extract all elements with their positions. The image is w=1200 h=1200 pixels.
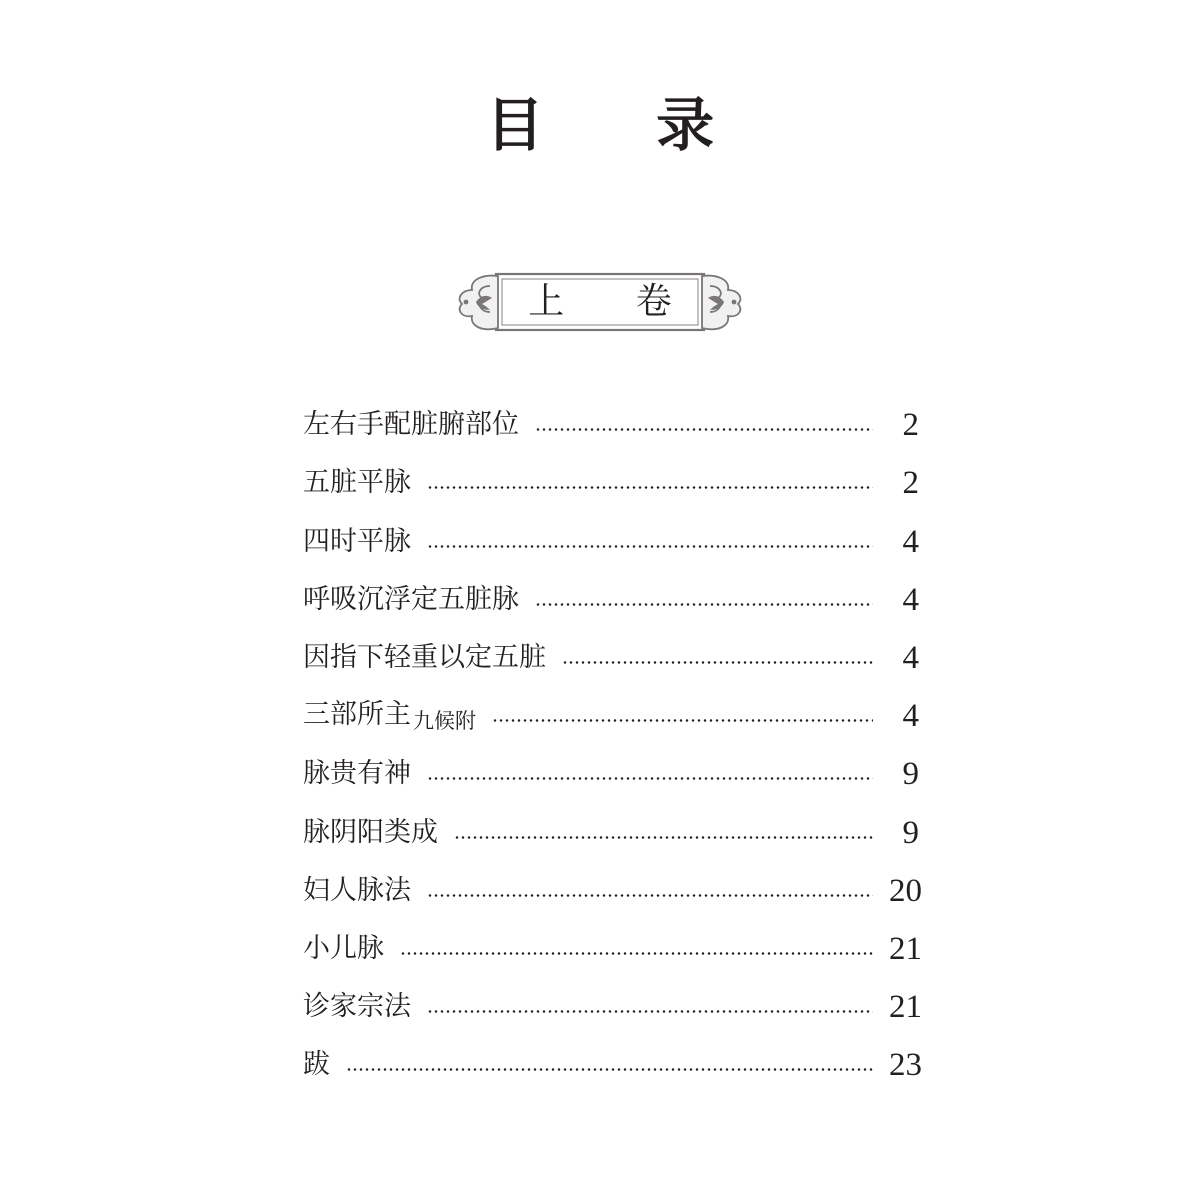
toc-leader-dots (427, 989, 873, 1025)
toc-leader-dots (346, 1047, 873, 1083)
toc-entry[interactable] (303, 967, 922, 1026)
toc-entry-title: 脉阴阳类成 (303, 816, 438, 848)
toc-entry-title: 五脏平脉 (303, 467, 411, 499)
toc-page-number: 4 (902, 581, 919, 618)
toc-page-number: 9 (902, 756, 919, 793)
toc-entry[interactable] (303, 792, 919, 850)
toc-entry-title: 呼吸沉浮定五脏脉 (303, 583, 519, 615)
toc-entry-title: 脉贵有神 (303, 758, 411, 790)
toc-page-number: 9 (902, 814, 919, 851)
toc-page-number: 20 (889, 872, 922, 909)
toc-entry[interactable] (303, 909, 922, 967)
toc-leader-dots (535, 407, 873, 443)
toc-leader-dots (492, 698, 873, 734)
toc-page-number: 4 (902, 639, 919, 676)
toc-entry-title: 三部所主九候附 (303, 699, 476, 734)
toc-leader-dots (427, 524, 873, 560)
toc-entry-title: 跋 (303, 1049, 330, 1081)
toc-page-number: 4 (902, 523, 919, 560)
toc-entry-title: 因指下轻重以定五脏 (303, 641, 546, 673)
toc-leader-dots (427, 873, 873, 909)
toc-entry[interactable] (303, 385, 919, 443)
toc-page-number: 4 (902, 698, 919, 735)
toc-page-number: 2 (902, 407, 919, 444)
toc-entry[interactable] (303, 1025, 922, 1084)
table-of-contents (303, 385, 922, 1084)
toc-entry[interactable] (303, 851, 922, 909)
toc-page-number: 21 (889, 989, 922, 1026)
page-title: 目 录 (485, 90, 761, 159)
toc-entry-title: 小儿脉 (303, 932, 384, 964)
volume-label: 上 卷 (528, 281, 702, 322)
toc-entry[interactable] (303, 676, 919, 734)
toc-entry[interactable] (303, 560, 919, 618)
toc-leader-dots (427, 756, 873, 792)
toc-entry[interactable] (303, 734, 919, 792)
toc-leader-dots (535, 582, 873, 618)
toc-entry-title: 左右手配脏腑部位 (303, 409, 519, 441)
toc-entry[interactable] (303, 618, 919, 676)
toc-entry-note: 九候附 (413, 709, 476, 734)
toc-leader-dots (562, 640, 873, 676)
toc-entry-title: 诊家宗法 (303, 991, 411, 1023)
toc-leader-dots (454, 815, 873, 851)
volume-banner (452, 268, 748, 336)
toc-entry[interactable] (303, 501, 919, 559)
toc-entry-title: 妇人脉法 (303, 874, 411, 906)
toc-leader-dots (400, 931, 873, 967)
toc-entry[interactable] (303, 443, 919, 501)
toc-leader-dots (427, 465, 873, 501)
toc-page-number: 23 (889, 1047, 922, 1084)
toc-page-number: 21 (889, 930, 922, 967)
toc-page-number: 2 (902, 465, 919, 502)
toc-entry-title: 四时平脉 (303, 525, 411, 557)
